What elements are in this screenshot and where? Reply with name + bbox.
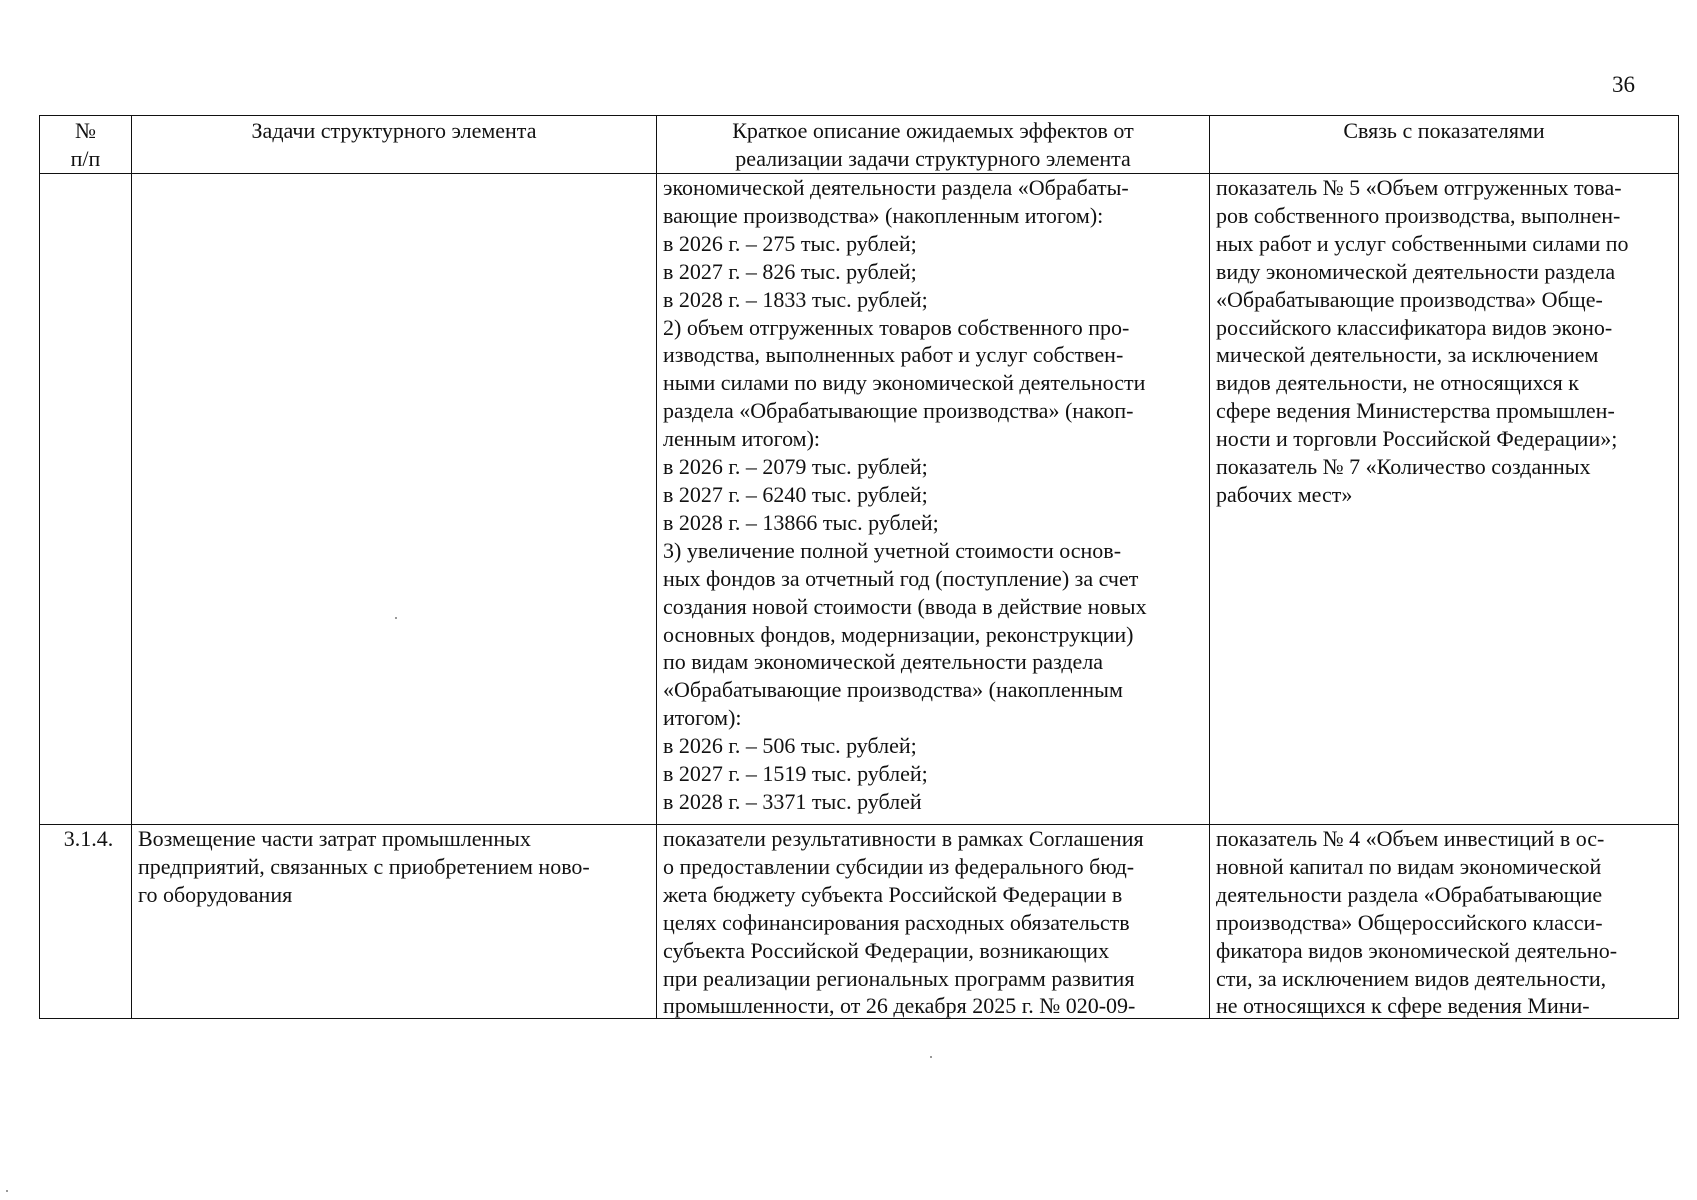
effects-line: показатели результативности в рамках Соглашения bbox=[663, 826, 1144, 851]
table-row bbox=[40, 174, 1679, 825]
effects-line: основных фондов, модернизации, реконструкции) bbox=[663, 621, 1134, 647]
effects-line: в 2026 г. – 506 тыс. рублей; bbox=[663, 733, 917, 759]
effects-line: создания новой стоимости (ввода в действие новых bbox=[663, 593, 1147, 619]
indicators-line: не относящихся к сфере ведения Мини- bbox=[1216, 993, 1590, 1018]
indicators-line: ров собственного производства, выполнен- bbox=[1216, 202, 1621, 228]
task-line: предприятий, связанных с приобретением ново- bbox=[138, 853, 590, 879]
indicators-line: деятельности раздела «Обрабатывающие bbox=[1216, 881, 1603, 907]
indicators-line: фикатора видов экономической деятельно- bbox=[1216, 937, 1618, 963]
effects-line: «Обрабатывающие производства» (накопленным bbox=[663, 677, 1123, 703]
header-effects-line: реализации задачи структурного элемента bbox=[735, 146, 1131, 171]
effects-line: 2) объем отгруженных товаров собственного про- bbox=[663, 314, 1130, 340]
effects-line: целях софинансирования расходных обязательств bbox=[663, 909, 1130, 935]
effects-line: ными силами по виду экономической деятельности bbox=[663, 370, 1146, 396]
indicators-line: «Обрабатывающие производства» Обще- bbox=[1216, 286, 1603, 312]
scan-speck bbox=[930, 1056, 932, 1058]
effects-line: промышленности, от 26 декабря 2025 г. № 020-09- bbox=[663, 993, 1136, 1018]
effects-line: в 2027 г. – 6240 тыс. рублей; bbox=[663, 481, 928, 507]
row-task-cell bbox=[132, 825, 657, 1019]
indicators-line: российского классификатора видов эконо- bbox=[1216, 314, 1613, 340]
table-header-row bbox=[40, 116, 1679, 174]
indicators-line: рабочих мест» bbox=[1216, 481, 1353, 507]
row-task-cell bbox=[132, 174, 657, 825]
row-effects-cell bbox=[657, 174, 1210, 825]
effects-line: изводства, выполненных работ и услуг собствен- bbox=[663, 342, 1124, 368]
effects-line: в 2027 г. – 826 тыс. рублей; bbox=[663, 258, 917, 284]
indicators-line: мической деятельности, за исключением bbox=[1216, 342, 1599, 368]
effects-line: жета бюджету субъекта Российской Федерации в bbox=[663, 881, 1123, 907]
indicators-line: новной капитал по видам экономической bbox=[1216, 853, 1602, 879]
effects-line: итогом): bbox=[663, 705, 742, 731]
effects-line: раздела «Обрабатывающие производства» (накоп- bbox=[663, 398, 1134, 424]
indicators-line: сти, за исключением видов деятельности, bbox=[1216, 965, 1607, 991]
header-tasks-line: Задачи структурного элемента bbox=[251, 118, 537, 143]
indicators-line: видов деятельности, не относящихся к bbox=[1216, 370, 1579, 396]
effects-line: вающие производства» (накопленным итогом): bbox=[663, 202, 1104, 228]
header-tasks bbox=[132, 116, 657, 174]
row-num-cell: 3.1.4. bbox=[40, 825, 132, 1019]
indicators-line: сфере ведения Министерства промышлен- bbox=[1216, 398, 1615, 424]
indicators-line: показатель № 4 «Объем инвестиций в ос- bbox=[1216, 826, 1605, 851]
task-line: Возмещение части затрат промышленных bbox=[138, 826, 531, 851]
effects-line: субъекта Российской Федерации, возникающих bbox=[663, 937, 1110, 963]
indicators-line: производства» Общероссийского класси- bbox=[1216, 909, 1603, 935]
scan-speck bbox=[6, 1190, 8, 1192]
effects-line: в 2026 г. – 275 тыс. рублей; bbox=[663, 230, 917, 256]
row-indicators-cell bbox=[1210, 174, 1679, 825]
indicators-line: ности и торговли Российской Федерации»; bbox=[1216, 426, 1618, 452]
effects-line: в 2026 г. – 2079 тыс. рублей; bbox=[663, 454, 928, 480]
effects-line: экономической деятельности раздела «Обрабаты- bbox=[663, 175, 1129, 200]
row-indicators-cell bbox=[1210, 825, 1679, 1019]
effects-line: при реализации региональных программ развития bbox=[663, 965, 1135, 991]
header-effects-line: Краткое описание ожидаемых эффектов от bbox=[732, 118, 1134, 143]
header-indicators bbox=[1210, 116, 1679, 174]
header-num-line: № bbox=[75, 118, 96, 143]
header-effects bbox=[657, 116, 1210, 174]
scan-speck bbox=[395, 617, 397, 619]
page-number: 36 bbox=[1612, 72, 1635, 97]
effects-line: в 2027 г. – 1519 тыс. рублей; bbox=[663, 761, 928, 787]
structural-element-table bbox=[39, 115, 1679, 1019]
header-num bbox=[40, 116, 132, 174]
row-num-cell bbox=[40, 174, 132, 825]
indicators-line: виду экономической деятельности раздела bbox=[1216, 258, 1616, 284]
effects-line: о предоставлении субсидии из федерального бюд- bbox=[663, 853, 1135, 879]
effects-line: в 2028 г. – 3371 тыс. рублей bbox=[663, 788, 922, 814]
task-line: го оборудования bbox=[138, 881, 293, 907]
row-effects-cell bbox=[657, 825, 1210, 1019]
effects-line: 3) увеличение полной учетной стоимости основ- bbox=[663, 537, 1122, 563]
indicators-line: показатель № 7 «Количество созданных bbox=[1216, 454, 1591, 480]
indicators-line: показатель № 5 «Объем отгруженных това- bbox=[1216, 175, 1622, 200]
header-indicators-line: Связь с показателями bbox=[1343, 118, 1545, 143]
effects-line: по видам экономической деятельности раздела bbox=[663, 649, 1104, 675]
indicators-line: ных работ и услуг собственными силами по bbox=[1216, 230, 1629, 256]
effects-line: в 2028 г. – 13866 тыс. рублей; bbox=[663, 509, 939, 535]
header-num-line: п/п bbox=[70, 146, 101, 171]
effects-line: ных фондов за отчетный год (поступление) за счет bbox=[663, 565, 1139, 591]
effects-line: в 2028 г. – 1833 тыс. рублей; bbox=[663, 286, 928, 312]
table-row bbox=[40, 825, 1679, 1019]
effects-line: ленным итогом): bbox=[663, 426, 821, 452]
